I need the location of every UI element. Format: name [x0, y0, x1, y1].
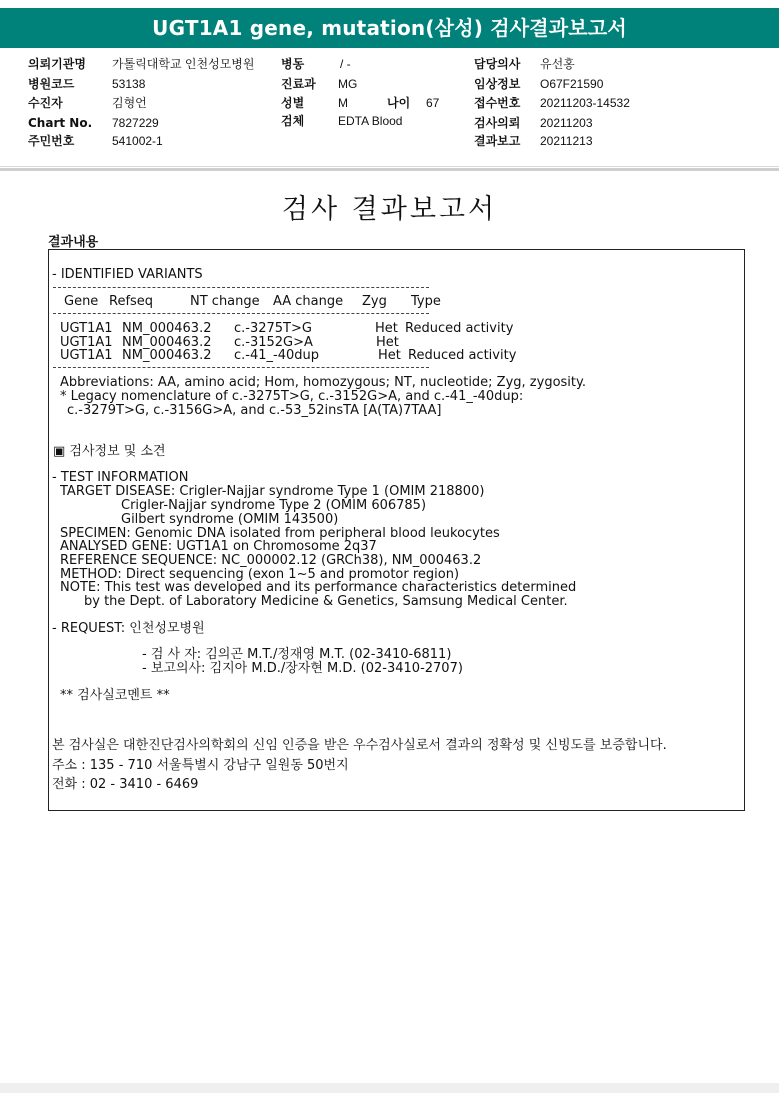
- report-label: 결과보고: [474, 134, 521, 148]
- clinical-value: O67F21590: [540, 77, 604, 91]
- target-disease-2: Crigler-Najjar syndrome Type 2 (OMIM 606785): [121, 498, 427, 513]
- code-label: 병원코드: [28, 77, 75, 91]
- specimen-value: EDTA Blood: [338, 114, 403, 128]
- address-text: 주소 : 135 - 710 서울특별시 강남구 일원동 50번지: [52, 758, 349, 773]
- abbreviations: Abbreviations: AA, amino acid; Hom, homozygous; NT, nucleotide; Zyg, zygosity.: [60, 375, 586, 390]
- report-value: 20211213: [540, 134, 593, 148]
- info-heading: ▣ 검사정보 및 소견: [53, 444, 166, 459]
- variant-nt: c.-3275T>G: [234, 321, 312, 336]
- variant-zyg: Het: [375, 321, 398, 336]
- report-header-title: UGT1A1 gene, mutation(삼성) 검사결과보고서: [0, 8, 779, 48]
- specimen-line: SPECIMEN: Genomic DNA isolated from peripheral blood leukocytes: [60, 526, 500, 541]
- variant-zyg: Het: [378, 348, 401, 363]
- variant-nt: c.-3152G>A: [234, 335, 313, 350]
- receipt-label: 접수번호: [474, 96, 521, 110]
- receipt-value: 20211203-14532: [540, 96, 630, 110]
- age-label: 나이: [387, 96, 411, 110]
- request-label: 검사의뢰: [474, 116, 521, 130]
- col-gene: Gene: [64, 294, 99, 309]
- table-top-rule: [53, 287, 429, 288]
- variant-type: Reduced activity: [405, 321, 514, 336]
- page-footer-bar: [0, 1083, 779, 1093]
- col-nt: NT change: [190, 294, 260, 309]
- variant-refseq: NM_000463.2: [122, 348, 212, 363]
- target-disease-1: TARGET DISEASE: Crigler-Najjar syndrome Type 1 (OMIM 218800): [60, 484, 485, 499]
- header-divider-thick: [0, 168, 779, 171]
- reference-sequence: REFERENCE SEQUENCE: NC_000002.12 (GRCh38), NM_000463.2: [60, 553, 482, 568]
- clinical-label: 임상정보: [474, 77, 521, 91]
- method-line: METHOD: Direct sequencing (exon 1~5 and promotor region): [60, 567, 460, 582]
- age-value: 67: [426, 96, 440, 110]
- lab-comment-heading: ** 검사실코멘트 **: [60, 688, 170, 703]
- resident-label: 주민번호: [28, 134, 75, 148]
- variant-nt: c.-41_-40dup: [234, 348, 319, 363]
- col-refseq: Refseq: [109, 294, 154, 309]
- report-title: 검사 결과보고서: [281, 194, 498, 225]
- certification-text: 본 검사실은 대한진단검사의학회의 신임 인증을 받은 우수검사실로서 결과의 정확성 및 신빙도를 보증합니다.: [52, 738, 667, 753]
- note-line-1: NOTE: This test was developed and its performance characteristics determined: [60, 580, 577, 595]
- resident-value: 541002-1: [112, 134, 163, 148]
- phone-text: 전화 : 02 - 3410 - 6469: [52, 777, 199, 792]
- col-type: Type: [411, 294, 441, 309]
- variant-type: Reduced activity: [408, 348, 517, 363]
- variant-gene: UGT1A1: [60, 348, 113, 363]
- manager-label: 담당의사: [474, 57, 521, 71]
- examiner-line: - 검 사 자: 김의곤 M.T./정재영 M.T. (02-3410-6811): [142, 647, 452, 662]
- variant-zyg: Het: [376, 335, 399, 350]
- ward-label: 병동: [281, 57, 305, 71]
- request-value: 20211203: [540, 116, 593, 130]
- specimen-label: 검체: [281, 114, 305, 128]
- test-info-heading: - TEST INFORMATION: [52, 470, 189, 485]
- table-header-rule: [53, 313, 429, 314]
- col-aa: AA change: [273, 294, 344, 309]
- legacy-line-1: * Legacy nomenclature of c.-3275T>G, c.-3152G>A, and c.-41_-40dup:: [60, 389, 524, 404]
- chart-value: 7827229: [112, 116, 159, 130]
- manager-value: 유선홍: [540, 57, 575, 71]
- ward-value: / -: [340, 57, 351, 71]
- col-zyg: Zyg: [362, 294, 387, 309]
- analysed-gene: ANALYSED GENE: UGT1A1 on Chromosome 2q37: [60, 539, 377, 554]
- table-bottom-rule: [53, 367, 429, 368]
- code-value: 53138: [112, 77, 146, 91]
- variant-refseq: NM_000463.2: [122, 321, 212, 336]
- chart-label: Chart No.: [28, 116, 93, 130]
- variant-gene: UGT1A1: [60, 321, 113, 336]
- request-line: - REQUEST: 인천성모병원: [52, 621, 205, 636]
- variant-gene: UGT1A1: [60, 335, 113, 350]
- dept-label: 진료과: [281, 77, 316, 91]
- sex-label: 성별: [281, 96, 305, 110]
- legacy-line-2: c.-3279T>G, c.-3156G>A, and c.-53_52insTA [A(TA)7TAA]: [67, 403, 442, 418]
- header-divider: [0, 166, 779, 167]
- variant-refseq: NM_000463.2: [122, 335, 212, 350]
- section-label: 결과내용: [48, 235, 99, 250]
- reporter-line: - 보고의사: 김지아 M.D./장자현 M.D. (02-3410-2707): [142, 661, 463, 676]
- patient-value: 김형언: [112, 96, 147, 110]
- target-disease-3: Gilbert syndrome (OMIM 143500): [121, 512, 339, 527]
- patient-label: 수진자: [28, 96, 63, 110]
- hospital-label: 의뢰기관명: [28, 57, 86, 71]
- dept-value: MG: [338, 77, 358, 91]
- note-line-2: by the Dept. of Laboratory Medicine & Genetics, Samsung Medical Center.: [84, 594, 568, 609]
- hospital-value: 가톨릭대학교 인천성모병원: [112, 57, 255, 71]
- result-box: [48, 249, 745, 811]
- identified-heading: - IDENTIFIED VARIANTS: [52, 267, 203, 282]
- sex-value: M: [338, 96, 348, 110]
